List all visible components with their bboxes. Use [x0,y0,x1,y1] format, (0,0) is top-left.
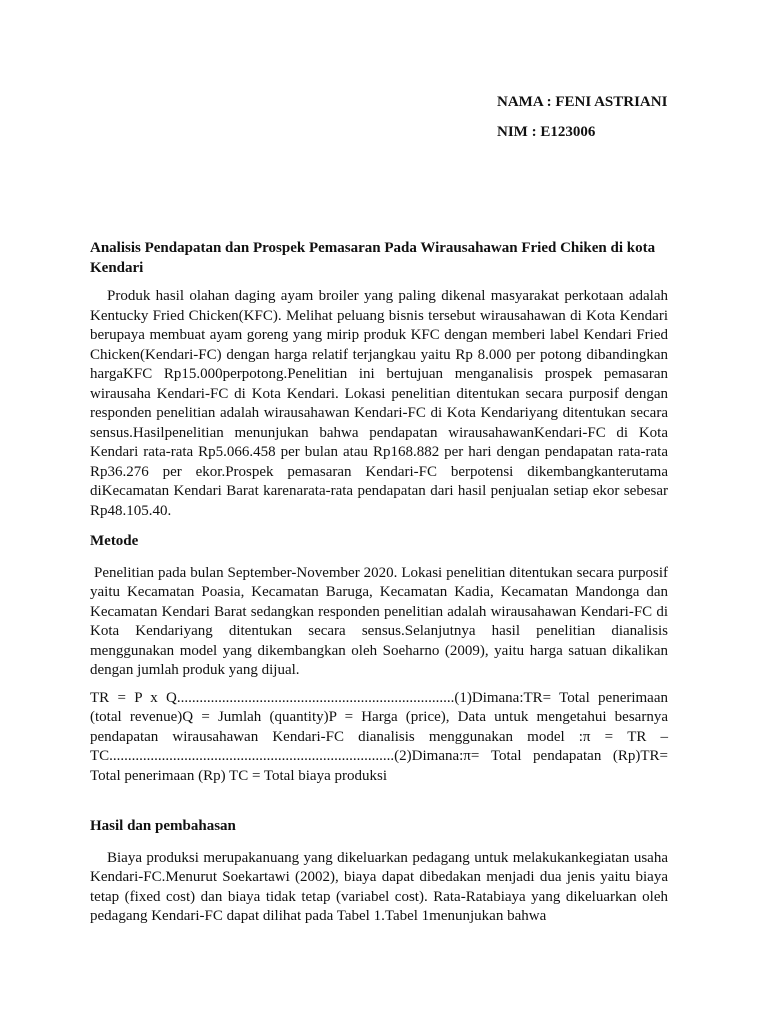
hasil-heading: Hasil dan pembahasan [90,818,236,834]
article-body [90,239,668,935]
student-name: NAMA : FENI ASTRIANI [497,94,668,110]
metode-heading: Metode [90,533,139,549]
hasil-paragraph: Biaya produksi merupakanuang yang dikeluarkan pedagang untuk melakukankegiatan usaha Kendari-FC.Menurut Soekartawi (2002), biaya dapat dibedakan menjadi dua jenis yaitu biaya tetap (fixed cost) dan biaya tidak tetap (variabel cost). Rata-Ratabiaya yang dikeluarkan oleh pedagang Kendari-FC dapat dilihat pada Tabel 1.Tabel 1menunjukan bahwa [90,849,668,924]
student-identity [497,92,667,152]
student-nim: NIM : E123006 [497,124,596,140]
formula-paragraph: TR = P x Q..........................................................................(1)Dimana:TR= Total penerimaan (total revenue)Q = Jumlah (quantity)P = Harga (price), Data untuk mengetahui besarnya pendapatan wirausahawan Kendari-FC dianalisis menggunakan model :π = TR – TC............................................................................(2)Dimana:π= Total pendapatan (Rp)TR= Total penerimaan (Rp) TC = Total biaya produksi [90,689,668,784]
article-title: Analisis Pendapatan dan Prospek Pemasaran Pada Wirausahawan Fried Chiken di kota Kendari [90,240,656,276]
metode-paragraph: Penelitian pada bulan September-November 2020. Lokasi penelitian ditentukan secara purposif yaitu Kecamatan Poasia, Kecamatan Baruga, Kecamatan Kadia, Kecamatan Mandonga dan Kecamatan Kendari Barat sedangkan responden penelitian adalah wirausahawan Kendari-FC di Kota Kendariyang ditentukan secara sensus.Selanjutnya hasil penelitian dianalisis menggunakan model yang dikembangkan oleh Soeharno (2009), yaitu harga satuan dikalikan dengan jumlah produk yang dijual. [90,564,668,678]
abstract-paragraph: Produk hasil olahan daging ayam broiler yang paling dikenal masyarakat perkotaan adalah Kentucky Fried Chicken(KFC). Melihat peluang bisnis tersebut wirausahawan di Kota Kendari berupaya membuat ayam goreng yang mirip produk KFC dengan memberi label Kendari Fried Chicken(Kendari-FC) dengan harga relatif terjangkau yaitu Rp 8.000 per potong dibandingkan hargaKFC Rp15.000perpotong.Penelitian ini bertujuan menganalisis prospek pemasaran wirausaha Kendari-FC di Kota Kendari. Lokasi penelitian ditentukan secara purposif dengan responden penelitian adalah wirausahawan Kendari-FC di Kota Kendariyang ditentukan secara sensus.Hasilpenelitian menunjukan bahwa pendapatan wirausahawanKendari-FC di Kota Kendari rata-rata Rp5.066.458 per bulan atau Rp168.882 per hari dengan pendapatan rata-rata Rp36.276 per ekor.Prospek pemasaran Kendari-FC berpotensi dikembangkanterutama diKecamatan Kendari Barat karenarata-rata pendapatan dari hasil penjualan setiap ekor sebesar Rp48.105.40. [90,288,668,519]
